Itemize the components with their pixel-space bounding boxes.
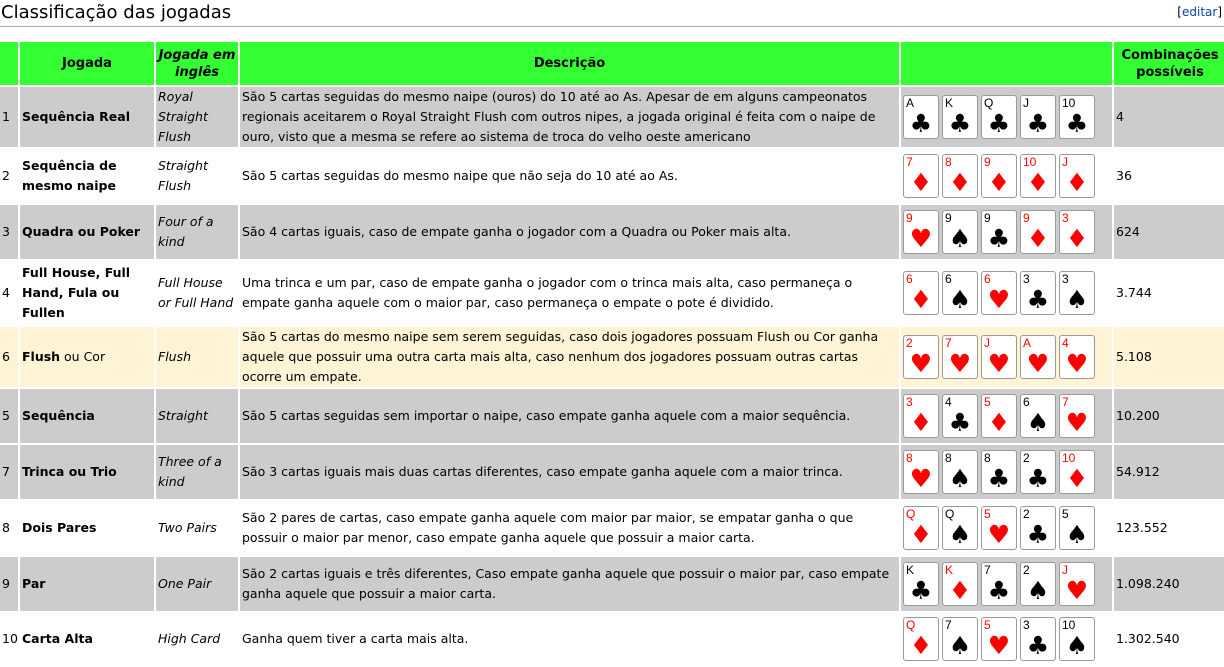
cards-cell: [901, 501, 1112, 555]
table-row: [0, 261, 1224, 325]
diamond-icon: ♦: [1065, 168, 1089, 197]
diamond-icon: ♦: [1065, 224, 1089, 253]
club-icon: ♣: [909, 576, 933, 605]
spade-card: [1020, 562, 1056, 606]
combinations-count: 1.098.240: [1114, 557, 1224, 611]
club-icon: ♣: [987, 464, 1011, 493]
club-icon: ♣: [1026, 109, 1050, 138]
spade-icon: ♠: [1026, 408, 1050, 437]
card-rank: Q: [945, 507, 955, 521]
card-rank: 2: [906, 336, 913, 350]
card-rank: 4: [945, 395, 952, 409]
spade-card: [942, 210, 978, 254]
heart-card: [903, 450, 939, 494]
club-icon: ♣: [1026, 464, 1050, 493]
table-row: [0, 149, 1224, 203]
diamond-card: [981, 154, 1017, 198]
play-name-en: Full House or Full Hand: [156, 261, 238, 325]
card-rank: 9: [906, 211, 913, 225]
row-number: 6: [0, 327, 18, 387]
heart-icon: ♥: [948, 349, 972, 378]
club-card: [903, 95, 939, 139]
diamond-icon: ♦: [1065, 464, 1089, 493]
diamond-icon: ♦: [909, 408, 933, 437]
play-name-cell: [20, 445, 154, 499]
card-rank: 10: [1062, 451, 1076, 465]
heart-card: [1020, 335, 1056, 379]
table-row: [0, 205, 1224, 259]
play-name-en: Flush: [156, 327, 238, 387]
club-card: [1020, 271, 1056, 315]
card-rank: Q: [906, 507, 916, 521]
play-name-en: High Card: [156, 613, 238, 665]
heart-icon: ♥: [987, 631, 1011, 660]
card-rank: Q: [906, 618, 916, 632]
card-rank: 8: [945, 451, 952, 465]
combinations-count: 5.108: [1114, 327, 1224, 387]
row-number: 7: [0, 445, 18, 499]
play-name-cell: [20, 149, 154, 203]
play-name-en: Three of a kind: [156, 445, 238, 499]
spade-card: [942, 450, 978, 494]
card-rank: 4: [1062, 336, 1069, 350]
diamond-card: [903, 617, 939, 661]
play-description: Ganha quem tiver a carta mais alta.: [240, 613, 899, 665]
heart-icon: ♥: [987, 349, 1011, 378]
card-rank: 3: [906, 395, 913, 409]
row-number: 8: [0, 501, 18, 555]
edit-bracket-close: ]: [1217, 5, 1222, 19]
card-rank: 5: [984, 618, 991, 632]
row-number: 5: [0, 389, 18, 443]
diamond-card: [1059, 210, 1095, 254]
header-cards: [901, 42, 1112, 85]
spade-card: [1059, 506, 1095, 550]
card-rank: 5: [984, 395, 991, 409]
play-description: São 4 cartas iguais, caso de empate ganha o jogador com a Quadra ou Poker mais alta.: [240, 205, 899, 259]
combinations-count: 4: [1114, 87, 1224, 147]
diamond-icon: ♦: [987, 408, 1011, 437]
play-name-en: Straight Flush: [156, 149, 238, 203]
play-description: São 5 cartas seguidas sem importar o naipe, caso empate ganha aquele com a maior sequência.: [240, 389, 899, 443]
card-rank: 7: [945, 336, 952, 350]
spade-icon: ♠: [1065, 631, 1089, 660]
heart-icon: ♥: [909, 464, 933, 493]
play-name: Trinca ou Trio: [22, 464, 117, 479]
heart-icon: ♥: [987, 285, 1011, 314]
cards-cell: [901, 557, 1112, 611]
card-rank: K: [945, 96, 954, 110]
club-card: [1020, 506, 1056, 550]
diamond-card: [903, 506, 939, 550]
card-rank: J: [984, 336, 990, 350]
card-rank: 7: [906, 155, 913, 169]
play-name-en: Two Pairs: [156, 501, 238, 555]
cards-cell: [901, 149, 1112, 203]
diamond-icon: ♦: [909, 285, 933, 314]
combinations-count: 10.200: [1114, 389, 1224, 443]
diamond-card: [1020, 154, 1056, 198]
header-play: Jogada: [20, 42, 154, 85]
table-row: [0, 613, 1224, 665]
club-card: [1020, 450, 1056, 494]
spade-icon: ♠: [948, 464, 972, 493]
diamond-icon: ♦: [909, 520, 933, 549]
heart-card: [981, 335, 1017, 379]
play-description: São 2 pares de cartas, caso empate ganha aquele com maior par maior, se empatar ganha o que possuir o maior par menor, caso empate ganha aquele que possuir a maior carta.: [240, 501, 899, 555]
play-name-en: One Pair: [156, 557, 238, 611]
spade-card: [1020, 394, 1056, 438]
club-icon: ♣: [948, 109, 972, 138]
header-play-en: Jogada em inglês: [156, 42, 238, 85]
table-row: [0, 327, 1224, 387]
table-row: [0, 445, 1224, 499]
play-name-en: Four of a kind: [156, 205, 238, 259]
club-card: [981, 562, 1017, 606]
play-name: Sequência de mesmo naipe: [22, 158, 117, 193]
diamond-card: [1059, 450, 1095, 494]
play-name-extra: ou Cor: [60, 349, 106, 364]
card-rank: A: [906, 96, 915, 110]
play-name-cell: [20, 261, 154, 325]
spade-icon: ♠: [1026, 576, 1050, 605]
club-card: [981, 95, 1017, 139]
card-rank: 2: [1023, 451, 1030, 465]
heart-card: [903, 335, 939, 379]
edit-link[interactable]: editar: [1181, 5, 1218, 19]
heart-icon: ♥: [1065, 576, 1089, 605]
heart-card: [1059, 394, 1095, 438]
club-card: [1020, 617, 1056, 661]
card-rank: 10: [1062, 618, 1076, 632]
header-index: [0, 42, 18, 85]
play-name: Quadra ou Poker: [22, 224, 141, 239]
card-rank: J: [1023, 96, 1029, 110]
heart-card: [981, 506, 1017, 550]
club-icon: ♣: [1026, 285, 1050, 314]
card-rank: 2: [1023, 563, 1030, 577]
play-name: Carta Alta: [22, 631, 93, 646]
spade-icon: ♠: [948, 285, 972, 314]
club-icon: ♣: [909, 109, 933, 138]
diamond-card: [1020, 210, 1056, 254]
heart-icon: ♥: [987, 520, 1011, 549]
heart-card: [903, 210, 939, 254]
card-rank: 3: [1023, 618, 1030, 632]
row-number: 4: [0, 261, 18, 325]
header-description: Descrição: [240, 42, 899, 85]
play-name-en: Straight: [156, 389, 238, 443]
card-rank: 3: [1023, 272, 1030, 286]
diamond-card: [942, 154, 978, 198]
play-name-cell: [20, 205, 154, 259]
heart-card: [1059, 562, 1095, 606]
play-name: Flush: [22, 349, 61, 364]
combinations-count: 54.912: [1114, 445, 1224, 499]
heart-icon: ♥: [909, 349, 933, 378]
card-rank: 8: [945, 155, 952, 169]
play-name-cell: [20, 327, 154, 387]
card-rank: 9: [984, 155, 991, 169]
card-rank: 5: [1062, 507, 1069, 521]
table-row: [0, 557, 1224, 611]
table-row: [0, 87, 1224, 147]
poker-hands-table: [0, 40, 1224, 667]
card-rank: 3: [1062, 272, 1069, 286]
row-number: 1: [0, 87, 18, 147]
play-name: Sequência: [22, 408, 95, 423]
club-icon: ♣: [1026, 520, 1050, 549]
spade-card: [1059, 271, 1095, 315]
spade-card: [942, 506, 978, 550]
club-card: [942, 394, 978, 438]
play-description: São 5 cartas seguidas do mesmo naipe (ouros) do 10 até ao As. Apesar de em alguns campeonatos regionais aceitarem o Royal Straight Flush com outros nipes, a jogada original é feita com o naipe de ouro, visto que a mesma se refere ao sistema de troca do velho oeste americano: [240, 87, 899, 147]
combinations-count: 624: [1114, 205, 1224, 259]
play-description: São 2 cartas iguais e três diferentes, Caso empate ganha aquele que possuir o maior par, caso empate ganha aquele que possuir a maior carta.: [240, 557, 899, 611]
play-name-cell: [20, 87, 154, 147]
card-rank: A: [1023, 336, 1032, 350]
play-name: Par: [22, 576, 46, 591]
club-icon: ♣: [987, 109, 1011, 138]
card-rank: 10: [1023, 155, 1037, 169]
cards-cell: [901, 327, 1112, 387]
card-rank: 8: [984, 451, 991, 465]
diamond-icon: ♦: [948, 576, 972, 605]
spade-icon: ♠: [948, 520, 972, 549]
card-rank: K: [945, 563, 954, 577]
heart-icon: ♥: [1026, 349, 1050, 378]
club-icon: ♣: [1065, 109, 1089, 138]
card-rank: 6: [906, 272, 913, 286]
cards-cell: [901, 389, 1112, 443]
diamond-icon: ♦: [1026, 224, 1050, 253]
row-number: 10: [0, 613, 18, 665]
cards-cell: [901, 87, 1112, 147]
diamond-card: [903, 154, 939, 198]
combinations-count: 36: [1114, 149, 1224, 203]
card-rank: 3: [1062, 211, 1069, 225]
play-description: São 5 cartas do mesmo naipe sem serem seguidas, caso dois jogadores possuam Flush ou Cor ganha aquele que possuir uma outra carta mais alta, caso nenhum dos jogadores possuam outras cartas ocorre um empate.: [240, 327, 899, 387]
heart-card: [1059, 335, 1095, 379]
diamond-card: [903, 271, 939, 315]
diamond-card: [981, 394, 1017, 438]
card-rank: 10: [1062, 96, 1076, 110]
card-rank: 6: [984, 272, 991, 286]
spade-icon: ♠: [948, 224, 972, 253]
club-icon: ♣: [987, 576, 1011, 605]
spade-icon: ♠: [948, 631, 972, 660]
diamond-icon: ♦: [948, 168, 972, 197]
card-rank: 5: [984, 507, 991, 521]
heart-card: [981, 271, 1017, 315]
diamond-icon: ♦: [909, 168, 933, 197]
play-name: Dois Pares: [22, 520, 97, 535]
club-icon: ♣: [948, 408, 972, 437]
diamond-icon: ♦: [1026, 168, 1050, 197]
spade-icon: ♠: [1065, 520, 1089, 549]
diamond-card: [903, 394, 939, 438]
card-rank: 2: [1023, 507, 1030, 521]
club-card: [903, 562, 939, 606]
card-rank: 7: [1062, 395, 1069, 409]
cards-cell: [901, 205, 1112, 259]
diamond-card: [1059, 154, 1095, 198]
cards-cell: [901, 613, 1112, 665]
card-rank: 7: [984, 563, 991, 577]
play-description: São 5 cartas seguidas do mesmo naipe que não seja do 10 até ao As.: [240, 149, 899, 203]
section-title: Classificação das jogadas: [1, 2, 232, 23]
play-name: Sequência Real: [22, 109, 131, 124]
table-row: [0, 389, 1224, 443]
card-rank: 6: [1023, 395, 1030, 409]
club-card: [942, 95, 978, 139]
combinations-count: 3.744: [1114, 261, 1224, 325]
card-rank: 7: [945, 618, 952, 632]
play-name-cell: [20, 389, 154, 443]
spade-card: [942, 617, 978, 661]
club-icon: ♣: [987, 224, 1011, 253]
card-rank: K: [906, 563, 915, 577]
card-rank: J: [1062, 155, 1068, 169]
club-card: [981, 210, 1017, 254]
diamond-icon: ♦: [987, 168, 1011, 197]
card-rank: 9: [945, 211, 952, 225]
heart-icon: ♥: [909, 224, 933, 253]
play-description: São 3 cartas iguais mais duas cartas diferentes, caso empate ganha aquele com a maior trinca.: [240, 445, 899, 499]
card-rank: Q: [984, 96, 994, 110]
cards-cell: [901, 445, 1112, 499]
table-header-row: [0, 42, 1224, 85]
play-name: Full House, Full Hand, Fula ou Fullen: [22, 265, 131, 320]
club-icon: ♣: [1026, 631, 1050, 660]
card-rank: 9: [1023, 211, 1030, 225]
play-name-cell: [20, 557, 154, 611]
row-number: 9: [0, 557, 18, 611]
combinations-count: 123.552: [1114, 501, 1224, 555]
play-description: Uma trinca e um par, caso de empate ganha o jogador com o trinca mais alta, caso permaneça o empate ganha aquele com o maior par, caso permaneça o empate o pote é dividido.: [240, 261, 899, 325]
club-card: [1059, 95, 1095, 139]
spade-icon: ♠: [1065, 285, 1089, 314]
heart-card: [942, 335, 978, 379]
diamond-icon: ♦: [909, 631, 933, 660]
combinations-count: 1.302.540: [1114, 613, 1224, 665]
row-number: 3: [0, 205, 18, 259]
row-number: 2: [0, 149, 18, 203]
section-heading: [0, 0, 1224, 27]
heart-icon: ♥: [1065, 349, 1089, 378]
play-name-cell: [20, 501, 154, 555]
spade-card: [1059, 617, 1095, 661]
header-combinations: Combinações possíveis: [1114, 42, 1224, 85]
play-name-en: Royal Straight Flush: [156, 87, 238, 147]
heart-icon: ♥: [1065, 408, 1089, 437]
card-rank: J: [1062, 563, 1068, 577]
spade-card: [942, 271, 978, 315]
club-card: [981, 450, 1017, 494]
diamond-card: [942, 562, 978, 606]
edit-link-wrapper: [1177, 4, 1222, 20]
edit-bracket-open: [: [1177, 5, 1182, 19]
card-rank: 9: [984, 211, 991, 225]
table-row: [0, 501, 1224, 555]
play-name-cell: [20, 613, 154, 665]
heart-card: [981, 617, 1017, 661]
card-rank: 8: [906, 451, 913, 465]
cards-cell: [901, 261, 1112, 325]
card-rank: 6: [945, 272, 952, 286]
club-card: [1020, 95, 1056, 139]
